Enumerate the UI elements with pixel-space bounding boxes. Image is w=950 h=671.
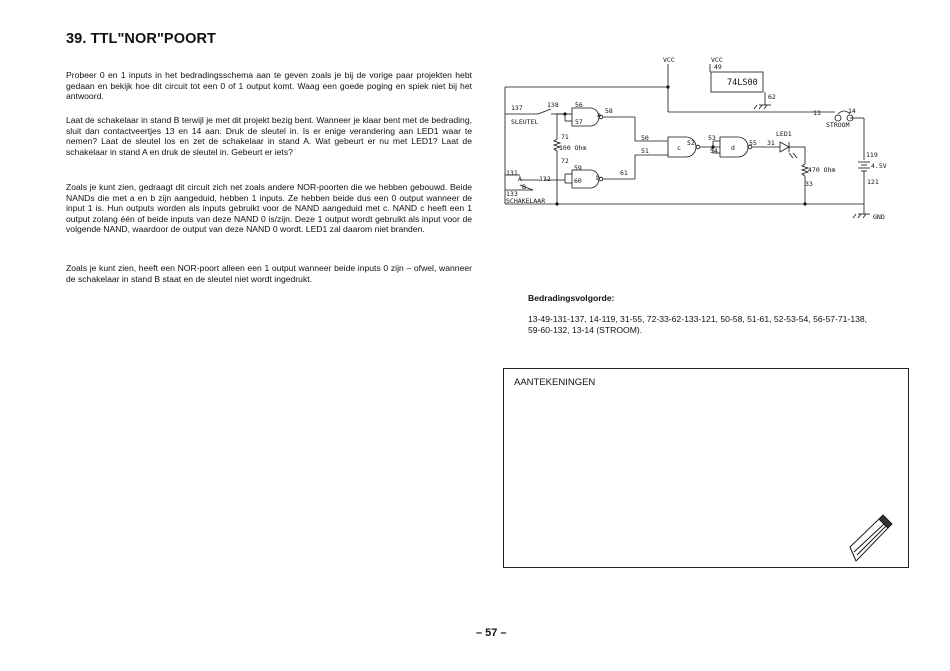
node-121: 121 [867,178,879,186]
switch-pos-b: B [522,183,526,191]
chip-label: 74LS00 [727,78,758,88]
node-72: 72 [561,157,569,165]
paragraph-instructions: Laat de schakelaar in stand B terwijl je met dit projekt bezig bent. Wanneer je klaar bent met de bedrading, sluit dan contactveertjes 13 en 14 aan. Druk de sleutel in. Is er enige verandering aan LED1 waar te nemen? Laat de sleutel los en zet de schakelaar in stand A. Wat gebeurt er nu met LED1? Laat de schakelaar in stand A en druk de sleutel in. Gebeurt er iets? [66,115,472,157]
node-60: 60 [574,177,582,185]
label-vcc-right: VCC [711,56,723,64]
led-label: LED1 [776,130,792,138]
node-132: 132 [539,175,551,183]
switch-pos-a: A [518,175,522,183]
label-gnd: GND [873,213,885,221]
paragraph-intro: Probeer 0 en 1 inputs in het bedradingsschema aan te geven zoals je bij de vorige paar projekten hebt gedaan en bekijk hoe dit circuit tot een 0 of 1 output komt. Waag een goede poging en spiek niet bij het antwoord. [66,70,472,102]
node-137: 137 [511,104,523,112]
node-133: 133 [506,190,518,198]
node-57: 57 [575,118,583,126]
node-31: 31 [767,139,775,147]
node-14: 14 [848,107,856,115]
gate-a-label: a [597,111,601,119]
node-51: 51 [641,147,649,155]
gate-b-label: b [596,174,600,182]
node-61: 61 [620,169,628,177]
node-52: 52 [687,139,695,147]
wiring-heading: Bedradingsvolgorde: [528,293,615,303]
wiring-sequence: 13-49-131-137, 14-119, 31-55, 72-33-62-133-121, 50-58, 51-61, 52-53-54, 56-57-71-138, 59-60-132, 13-14 (STROOM). [528,314,868,335]
node-119: 119 [866,151,878,159]
label-sleutel: SLEUTEL [511,118,539,126]
gate-c-label: c [677,144,681,152]
battery-label: 4.5V [871,162,887,170]
node-56: 56 [575,101,583,109]
node-33: 33 [805,180,813,188]
node-49: 49 [714,63,722,71]
notes-title: AANTEKENINGEN [514,377,596,388]
label-stroom: STROOM [826,121,850,129]
page-title: 39. TTL"NOR"POORT [66,31,216,47]
label-schakelaar: SCHAKELAAR [506,197,546,205]
node-50: 50 [641,134,649,142]
label-vcc-left: VCC [663,56,675,64]
paragraph-explanation: Zoals je kunt zien, gedraagt dit circuit zich net zoals andere NOR-poorten die we hebben gebouwd. Beide NANDs die met a en b zijn aangeduid, hebben 1 inputs. Ze hebben beide dus een 0 output wanneer de input 1 is. Hun outputs worden als inputs gebruikt voor de NAND aangeduid met c. NAND c heeft een 1 output zolang één of beide inputs van deze NAND 0 is/zijn. Deze 1 output wordt gebruikt als input voor de volgende NAND, waardoor de output van deze NAND 0 wordt. LED1 zal daarom niet branden. [66,182,472,235]
node-71: 71 [561,133,569,141]
node-138: 138 [547,101,559,109]
node-54: 54 [710,147,718,155]
node-62: 62 [768,93,776,101]
notes-box [503,368,909,568]
paragraph-conclusion: Zoals je kunt zien, heeft een NOR-poort alleen een 1 output wanneer beide inputs 0 zijn – ofwel, wanneer de schakelaar in stand B staat en de sleutel niet wordt ingedrukt. [66,263,472,284]
resistor-470-label: 470 Ohm [808,166,836,174]
node-53: 53 [708,134,716,142]
node-13: 13 [813,109,821,117]
gate-d-label: d [731,144,735,152]
node-131: 131 [506,169,518,177]
pencil-icon [504,369,910,569]
resistor-100-label: 100 Ohm [559,144,587,152]
page-number: – 57 – [476,627,507,639]
node-58: 58 [605,107,613,115]
node-55: 55 [749,139,757,147]
node-59: 59 [574,164,582,172]
